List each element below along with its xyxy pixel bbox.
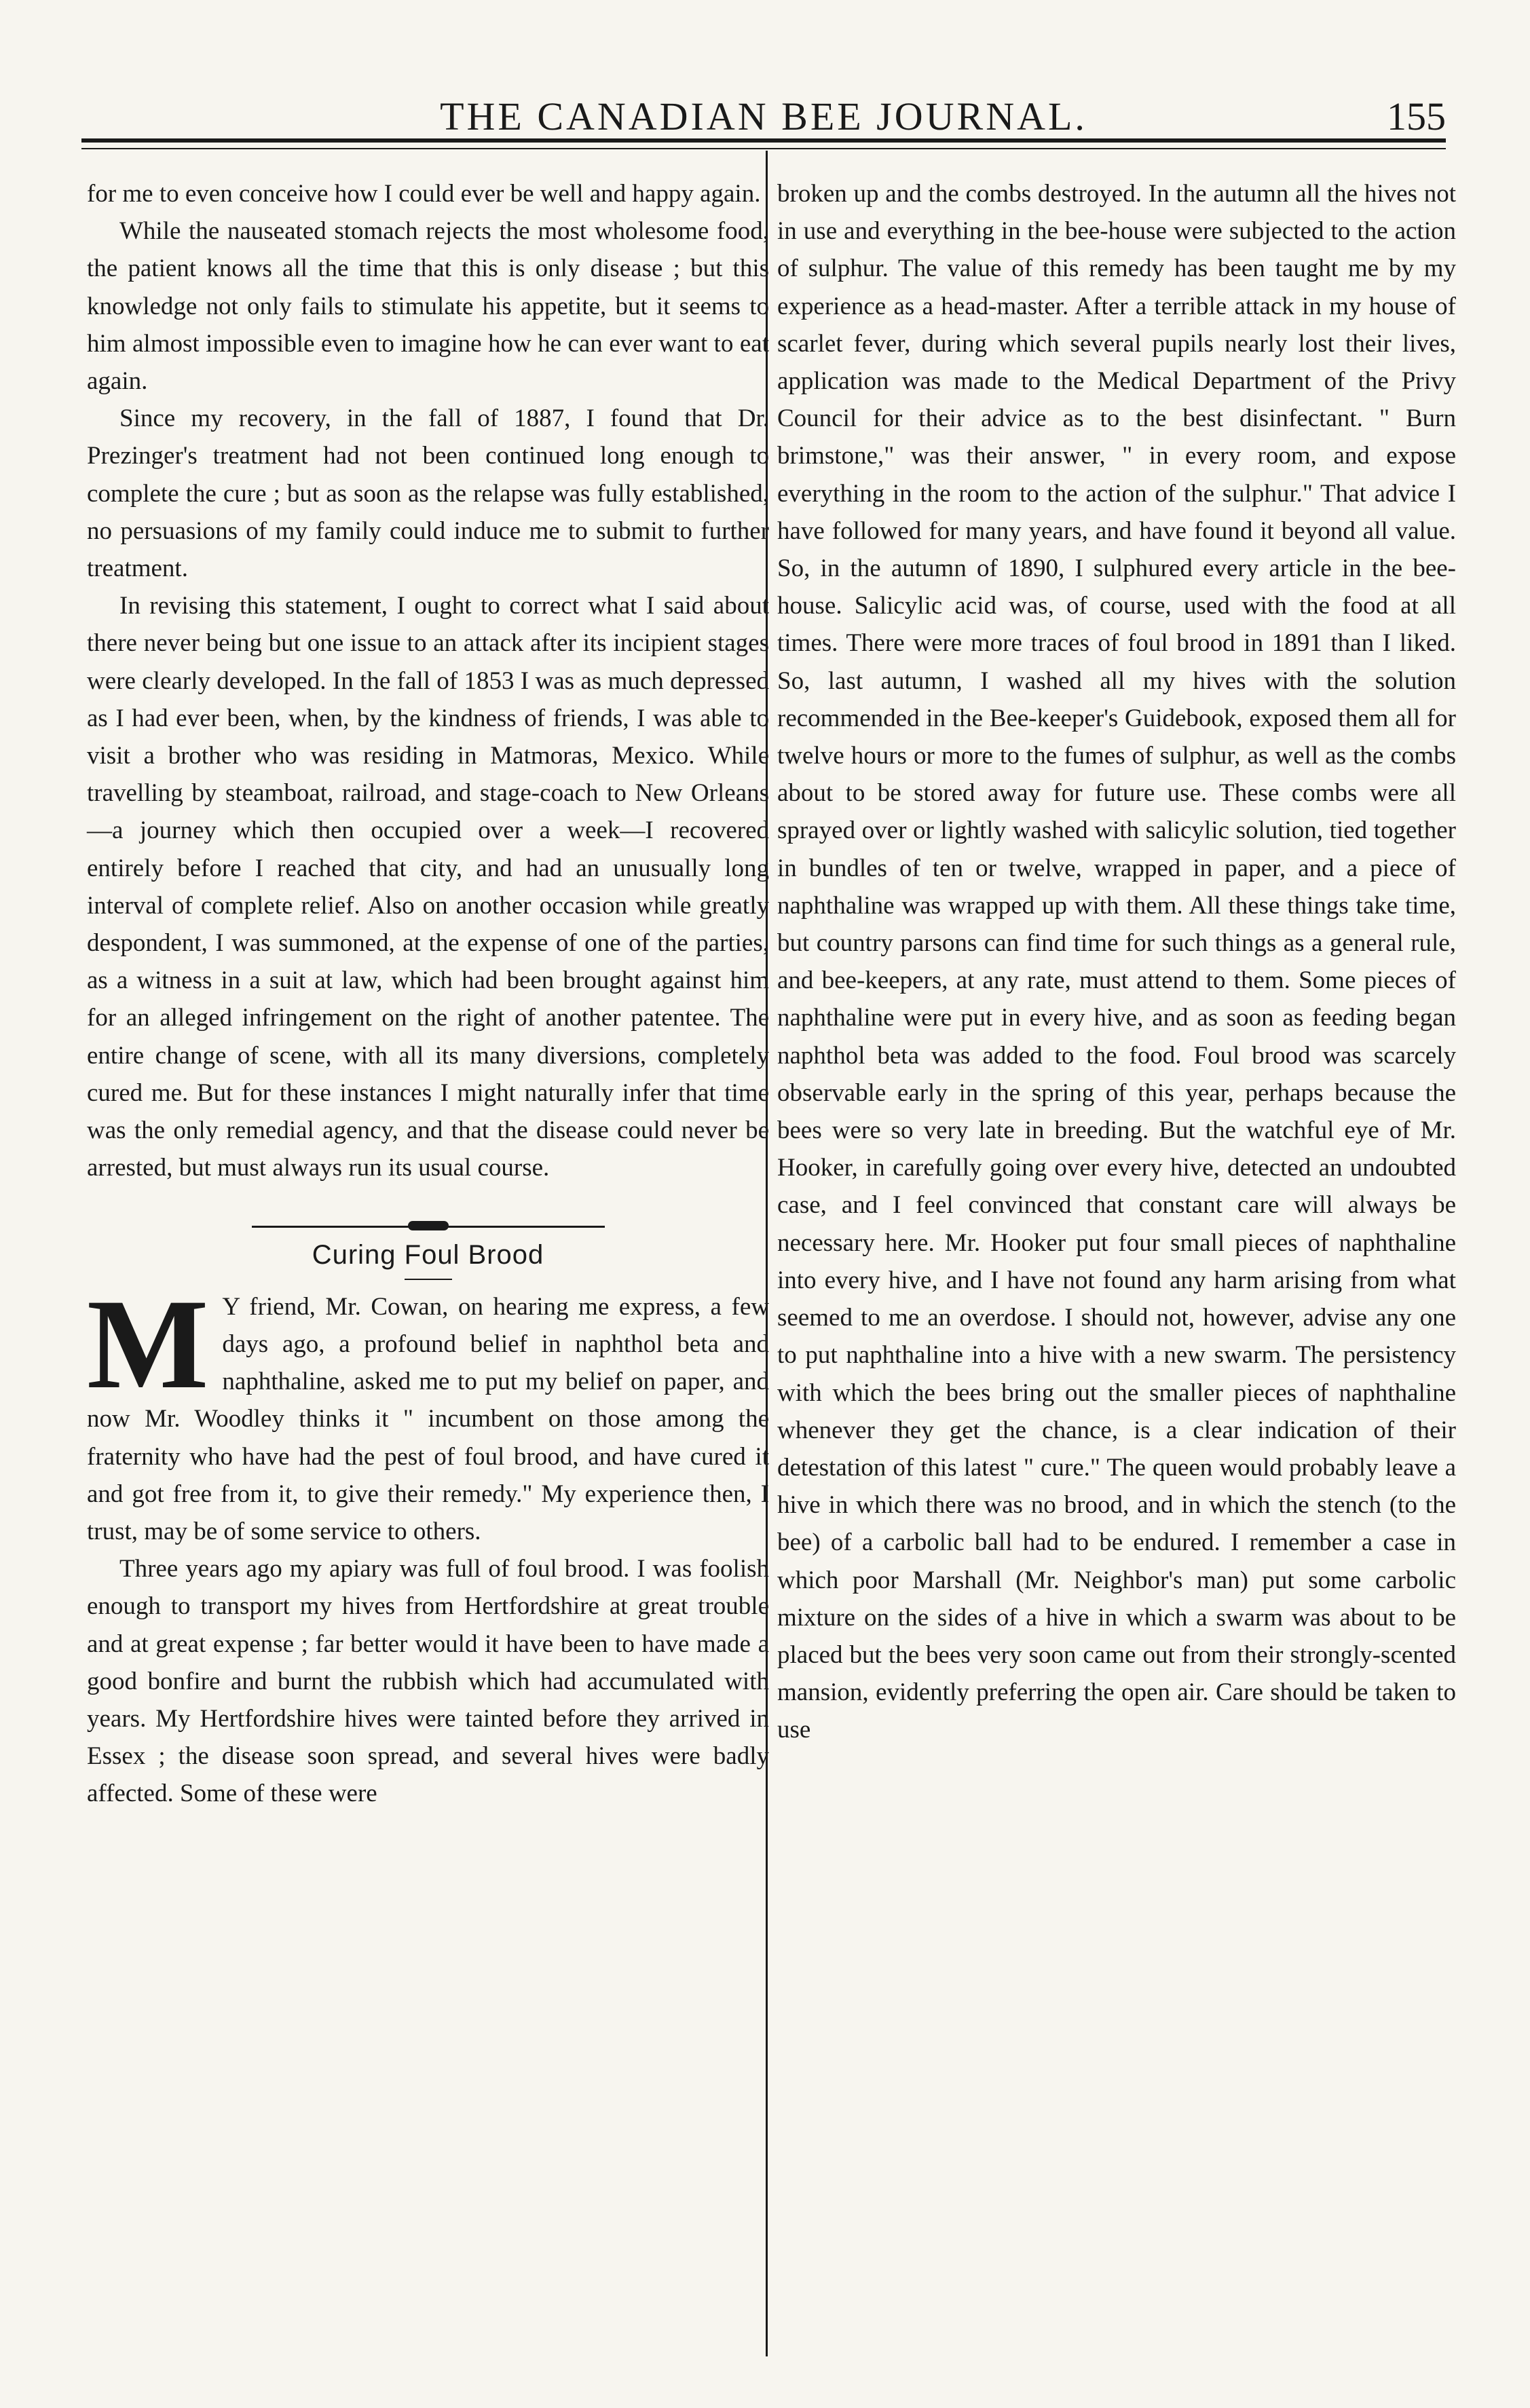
page-number: 155: [1387, 94, 1446, 138]
title-rule: [405, 1279, 452, 1280]
paragraph-text: Y friend, Mr. Cowan, on hearing me express, a few days ago, a profound belief in naphthol beta and naphthaline, asked me to put my belief on paper, and now Mr. Woodley thinks it " incumbent on those among the fraternity who have had the pest of foul brood, and have cured it and got free from it, to give their remedy." My experience then, I trust, may be of some service to others.: [87, 1292, 769, 1545]
header-rule-thin: [81, 148, 1446, 149]
section-title: Curing Foul Brood: [312, 1240, 544, 1271]
paragraph: Three years ago my apiary was full of foul brood. I was foolish enough to transport my hives from Hertfordshire at great trouble and at great expense ; far better would it have been to have made a good bonfire and burnt the rubbish which had accumulated with years. My Hertfordshire hives were tainted before they arrived in Essex ; the disease soon spread, and several hives were badly affected. Some of these were: [87, 1555, 769, 1808]
article-opening-paragraph: [87, 1273, 769, 1550]
right-column: [777, 175, 1456, 1749]
header-rule-thick: [81, 138, 1446, 143]
left-column: [87, 175, 769, 1813]
drop-cap: M: [87, 1273, 209, 1416]
paragraph: In revising this statement, I ought to correct what I said about there never being but one issue to an attack after its incipient stages were clearly developed. In the fall of 1853 I was as much depressed as I had ever been, when, by the kindness of friends, I was able to visit a brother who was residing in Matmoras, Mexico. While travelling by steamboat, railroad, and stage-coach to New Orleans —a journey which then occupied over a week—I recovered entirely before I reached that city, and had an unusually long interval of complete relief. Also on another occasion while greatly despondent, I was summoned, at the expense of one of the parties, as a witness in a suit at law, which had been brought against him for an alleged infringement on the right of another patentee. The entire change of scene, with all its many diversions, completely cured me. But for these instances I might naturally infer that time was the only remedial agency, and that the disease could never be arrested, but must always run its usual course.: [87, 592, 769, 1182]
paragraph: Since my recovery, in the fall of 1887, I found that Dr. Prezinger's treatment had not been continued long enough to complete the cure ; but as soon as the relapse was fully established, no persuasions of my family could induce me to submit to further treatment.: [87, 405, 769, 583]
paragraph: for me to even conceive how I could ever be well and happy again.: [87, 180, 761, 208]
running-title: THE CANADIAN BEE JOURNAL.: [440, 94, 1087, 138]
section-ornament: [87, 1205, 769, 1219]
paragraph: broken up and the combs destroyed. In the autumn all the hives not in use and everything in the bee-house were subjected to the action of sulphur. The value of this remedy has been taught me by my experience as a head-master. After a terrible attack in my house of scarlet fever, during which several pupils nearly lost their lives, application was made to the Medical Department of the Privy Council for their advice as to the best disinfectant. " Burn brimstone," was their answer, " in every room, and expose everything in the room to the action of the sulphur." That advice I have followed for many years, and have found it beyond all value. So, in the autumn of 1890, I sulphured every article in the bee-house. Salicylic acid was, of course, used with the food at all times. There were more traces of foul brood in 1891 than I liked. So, last autumn, I washed all my hives with the solution recommended in the Bee-keeper's Guidebook, exposed them all for twelve hours or more to the fumes of sulphur, as well as the combs about to be stored away for future use. These combs were all sprayed over or lightly washed with salicylic solution, tied together in bundles of ten or twelve, wrapped in paper, and a piece of naphthaline was wrapped up with them. All these things take time, but country parsons can find time for such things as a general rule, and bee-keepers, at any rate, must attend to them. Some pieces of naphthaline were put in every hive, and as soon as feeding began naphthol beta was added to the food. Foul brood was scarcely observable early in the spring of this year, perhaps because the bees were so very late in breeding. But the watchful eye of Mr. Hooker, in carefully going over every hive, detected an undoubted case, and I feel convinced that constant care will always be necessary here. Mr. Hooker put four small pieces of naphthaline into every hive, and I have not found any harm arising from what seemed to me an overdose. I should not, however, advise any one to put naphthaline into a hive with a new swarm. The persistency with which the bees bring out the smaller pieces of naphthaline whenever they get the chance, is a clear indication of their detestation of this latest " cure." The queen would probably leave a hive in which there was no brood, and in which the stench (to the bee) of a carbolic ball had to be endured. I remember a case in which poor Marshall (Mr. Neighbor's man) put some carbolic mixture on the sides of a hive in which a swarm was about to be placed but the bees very soon came out from their strongly-scented mansion, evidently preferring the open air. Care should be taken to use: [777, 180, 1456, 1744]
paragraph: While the nauseated stomach rejects the most wholesome food, the patient knows all the time that this is only disease ; but this knowledge not only fails to stimulate his appetite, but it seems to him almost impossible even to imagine how he can ever want to eat again.: [87, 217, 769, 396]
